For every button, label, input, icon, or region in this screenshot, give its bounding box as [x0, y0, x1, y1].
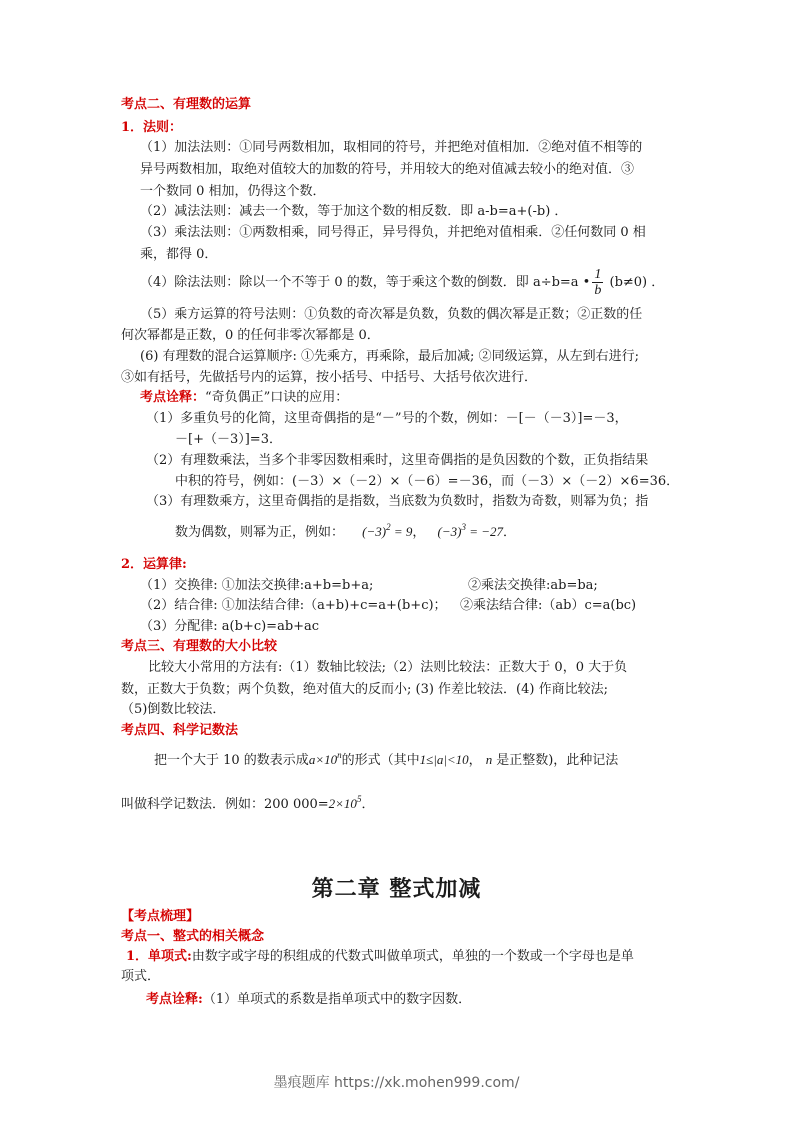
sci-text-2: 的形式（其中 — [341, 753, 420, 768]
sci-notation-line-2 — [121, 795, 374, 814]
note-title: “奇负偶正”口诀的应用： — [205, 390, 349, 405]
footer-watermark: 墨痕题库 https://xk.mohen999.com/ — [273, 1075, 520, 1091]
rules-heading: 1．法则： — [121, 120, 183, 135]
monomial-note — [146, 991, 471, 1009]
sci-base: a×10 — [308, 752, 338, 767]
rule-6-line-a: (6) 有理数的混合运算顺序: ①先乘方，再乘除，最后加减; ②同级运算，从左到右进行; — [140, 349, 639, 364]
sci-form — [309, 752, 342, 767]
note-1-line-b: －[+（－3）]=3． — [175, 432, 282, 447]
sci-text-1: 把一个大于 10 的数表示成 — [154, 753, 309, 768]
note-3-line-a: （3）有理数乘方，这里奇偶指的是指数，当底数为负数时，指数为奇数，则幂为负；指 — [146, 494, 649, 509]
sci-example-end: ． — [361, 797, 375, 812]
rule-4 — [140, 266, 664, 300]
law-1-commutative-add: （1）交换律: ①加法交换律:a+b=b+a; — [140, 578, 374, 593]
sci-exponent: n — [337, 750, 342, 760]
note-label: 考点诠释： — [140, 390, 206, 405]
sci-range: 1≤|a|<10 — [419, 752, 469, 767]
monomial-note-text: （1）单项式的系数是指单项式中的数字因数． — [202, 992, 472, 1007]
sci-comma: ， — [468, 753, 482, 768]
sci-example-text: 叫做科学记数法．例如：200 000= — [121, 797, 329, 812]
chapter-2-section-1-title: 考点一、整式的相关概念 — [121, 929, 265, 944]
rule-4-condition: (b≠0) ． — [605, 275, 665, 290]
base-2: (−3) — [437, 524, 462, 539]
law-2-associative-mul: ②乘法结合律:（ab）c=a(bc) — [460, 598, 637, 613]
law-1-commutative-mul: ②乘法交换律:ab=ba; — [468, 578, 598, 593]
sci-example-base: 2×10 — [328, 796, 357, 811]
section-2-title: 考点二、有理数的运算 — [121, 97, 252, 112]
reciprocal-fraction — [592, 267, 603, 298]
section-3-title: 考点三、有理数的大小比较 — [121, 639, 278, 654]
monomial-definition: 由数字或字母的积组成的代数式叫做单项式，单独的一个数或一个字母也是单 — [191, 949, 634, 964]
law-3-distributive: （3）分配律: a(b+c)=ab+ac — [140, 619, 320, 634]
rule-1-line-b: 异号两数相加，取绝对值较大的加数的符号，并用较大的绝对值减去较小的绝对值．③ — [140, 162, 635, 177]
monomial-label: 1．单项式: — [126, 949, 192, 964]
rule-2: （2）减法法则：减去一个数，等于加这个数的相反数．即 a-b=a+(-b) ． — [140, 204, 568, 219]
fraction-numerator: 1 — [594, 267, 602, 282]
end-period: ． — [503, 525, 517, 540]
key-points-tag: 【考点梳理】 — [121, 909, 200, 924]
rule-1-line-a: （1）加法法则：①同号两数相加，取相同的符号，并把绝对值相加．②绝对值不相等的 — [140, 140, 643, 155]
sci-text-3: 是正整数)，此种记法 — [496, 753, 619, 768]
sci-notation-line-1 — [154, 751, 618, 770]
monomial-def-line-a — [126, 948, 634, 966]
separator: ， — [412, 525, 426, 540]
sci-n: n — [485, 752, 493, 767]
result-2: = −27 — [465, 524, 504, 539]
note-2-line-a: （2）有理数乘法，当多个非零因数相乘时，这里奇偶指的是负因数的个数，正负指结果 — [146, 453, 649, 468]
base-1: (−3) — [362, 524, 387, 539]
rule-6-line-b: ③如有括号，先做括号内的运算，按小括号、中括号、大括号依次进行． — [121, 370, 538, 385]
rule-5-line-a: （5）乘方运算的符号法则：①负数的奇次幂是负数，负数的偶次幂是正数；②正数的任 — [140, 307, 643, 322]
law-2-associative-add: （2）结合律: ①加法结合律:（a+b)+c=a+(b+c)； — [140, 598, 447, 613]
power-example-2 — [438, 524, 503, 539]
exponent-1: 2 — [386, 522, 391, 532]
rule-3-line-b: 乘，都得 0． — [140, 247, 218, 262]
power-example-1 — [362, 524, 412, 539]
note-3-example-text: 数为偶数，则幂为正，例如： — [175, 525, 345, 540]
result-1: = 9 — [390, 524, 413, 539]
rule-5-line-b: 何次幂都是正数，0 的任何非零次幂都是 0． — [121, 328, 380, 343]
rule-4-text: （4）除法法则：除以一个不等于 0 的数，等于乘这个数的倒数．即 a÷b=a • — [140, 275, 591, 290]
compare-line-a: 比较大小常用的方法有:（1）数轴比较法;（2）法则比较法：正数大于 0，0 大于负 — [148, 660, 628, 675]
chapter-title: 第二章 整式加减 — [311, 877, 482, 902]
section-4-title: 考点四、科学记数法 — [121, 723, 239, 738]
note-2-line-b: 中积的符号，例如：(－3）×（－2）×（－6）=－36，而（－3）×（－2）×6=36． — [175, 474, 680, 489]
laws-heading: 2．运算律: — [121, 557, 187, 572]
rule-3-line-a: （3）乘法法则：①两数相乘，同号得正，异号得负，并把绝对值相乘．②任何数同 0 相 — [140, 225, 646, 240]
exponent-2: 3 — [461, 522, 466, 532]
compare-line-c: （5)倒数比较法． — [121, 702, 226, 717]
fraction-denominator: b — [594, 283, 602, 298]
note-3-line-b — [175, 523, 516, 542]
note-1-line-a: （1）多重负号的化简，这里奇偶指的是“－”号的个数，例如：－[－（－3）]=－3， — [146, 411, 628, 426]
rule-1-line-c: 一个数同 0 相加，仍得这个数． — [140, 184, 326, 199]
monomial-note-label: 考点诠释: — [146, 992, 203, 1007]
sci-example-exponent: 5 — [356, 794, 362, 804]
sci-example — [329, 796, 362, 811]
monomial-def-line-b: 项式． — [121, 969, 161, 984]
note-line — [140, 389, 348, 407]
compare-line-b: 数，正数大于负数；两个负数，绝对值大的反而小; (3) 作差比较法．(4) 作商比较法; — [121, 682, 608, 697]
